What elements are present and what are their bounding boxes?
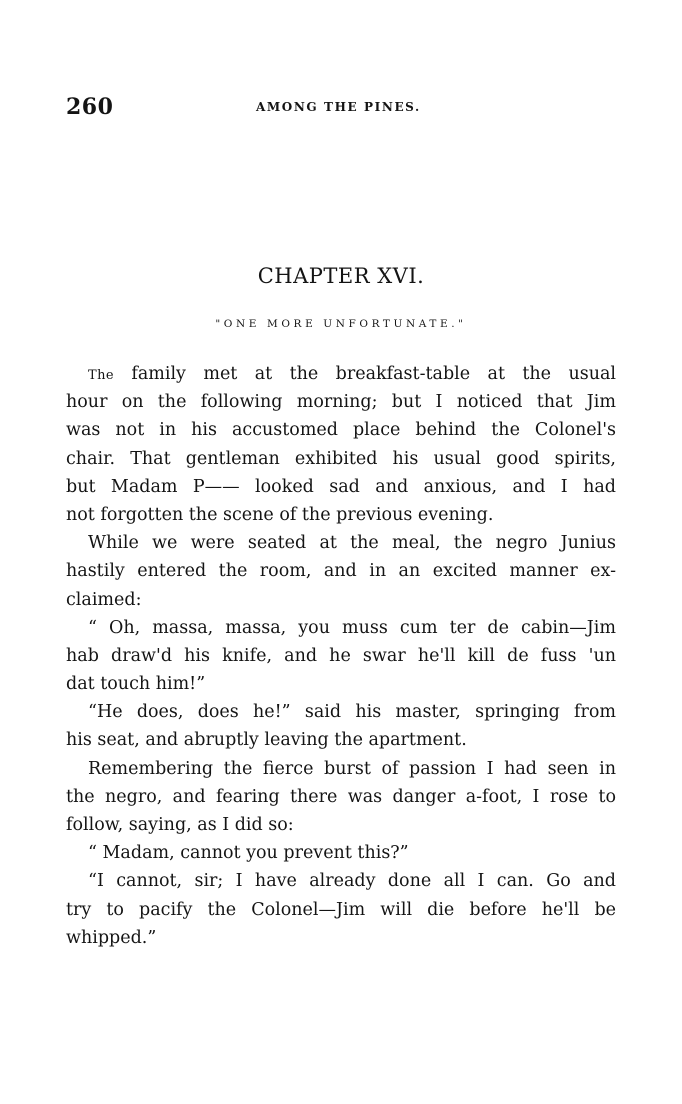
chapter-text (66, 360, 616, 952)
text-line: not forgotten the scene of the previous evening. (66, 504, 494, 525)
text-line: the negro, and fearing there was danger a-foot, I rose to (66, 786, 616, 807)
text-line: whipped.” (66, 927, 157, 948)
text-line: “ Oh, massa, massa, you muss cum ter de cabin—Jim (88, 617, 616, 638)
text-line: but Madam P—— looked sad and anxious, and I had (66, 476, 616, 497)
text-line: dat touch him!” (66, 674, 206, 695)
text-line: was not in his accustomed place behind the Colonel's (66, 420, 616, 441)
text-line: Remembering the fierce burst of passion I had seen in (88, 758, 616, 779)
text-line: claimed: (66, 589, 142, 610)
line-text: family met at the breakfast-table at the usual (131, 364, 616, 384)
text-line: hour on the following morning; but I noticed that Jim (66, 392, 616, 413)
text-line: follow, saying, as I did so: (66, 815, 294, 835)
text-line: “ Madam, cannot you prevent this?” (88, 843, 409, 864)
text-line: hab draw'd his knife, and he swar he'll kill de fuss 'un (66, 645, 616, 666)
chapter-heading: CHAPTER XVI. (257, 264, 425, 288)
running-head (66, 92, 618, 122)
text-line (66, 360, 616, 388)
text-line: hastily entered the room, and in an excited manner ex- (66, 561, 616, 582)
text-line: While we were seated at the meal, the negro Junius (88, 533, 616, 554)
lead-word: The (88, 368, 114, 383)
running-title: AMONG THE PINES. (256, 100, 421, 114)
text-line: try to pacify the Colonel—Jim will die before he'll be (66, 899, 616, 920)
chapter-title: "ONE MORE UNFORTUNATE." (215, 318, 467, 330)
text-line: “I cannot, sir; I have already done all I can. Go and (88, 871, 616, 892)
page-number: 260 (66, 94, 114, 120)
text-line: chair. That gentleman exhibited his usual good spirits, (66, 448, 616, 469)
text-line: “He does, does he!” said his master, springing from (88, 702, 616, 723)
text-line: his seat, and abruptly leaving the apartment. (66, 730, 467, 751)
